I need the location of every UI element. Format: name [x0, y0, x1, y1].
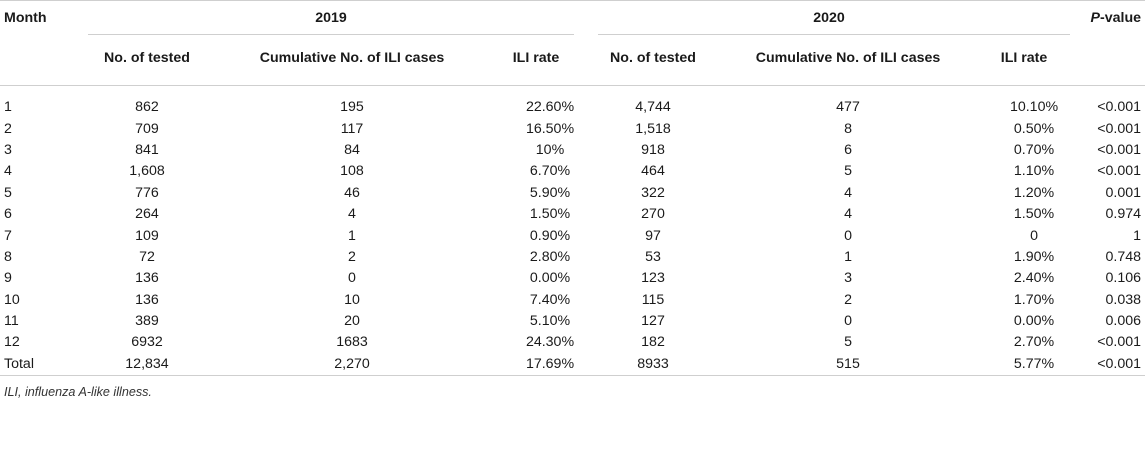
cell-c19: 84 — [344, 141, 360, 158]
cell-t20: 97 — [645, 227, 661, 244]
cell-t19: 109 — [135, 227, 159, 244]
cell-r19: 0.90% — [529, 227, 571, 244]
cell-p: 0.974 — [1105, 206, 1142, 223]
table-row — [0, 332, 1145, 353]
cell-t19: 841 — [135, 141, 159, 158]
cell-c19: 2 — [348, 248, 356, 265]
cell-c19: 4 — [348, 206, 356, 223]
header-spacer-pvalue — [1074, 35, 1145, 85]
cell-c20: 1 — [844, 248, 852, 265]
cell-r19: 1.50% — [529, 206, 571, 223]
cell-t20: 1,518 — [635, 120, 671, 137]
table-row — [0, 289, 1145, 310]
cell-c19: 1683 — [336, 334, 368, 351]
cell-c20: 3 — [844, 270, 852, 287]
header-pvalue-italic: P — [1090, 10, 1101, 26]
cell-t19: 136 — [135, 291, 159, 308]
cell-p: 0.038 — [1105, 291, 1142, 308]
cell-r20: 10.10% — [1009, 99, 1059, 116]
cell-t19: 709 — [135, 120, 159, 137]
cell-c19: 20 — [344, 313, 360, 330]
footnote: ILI, influenza A-like illness. — [4, 384, 152, 399]
cell-r20: 2.70% — [1013, 334, 1055, 351]
cell-r19: 2.80% — [529, 248, 571, 265]
table-body — [0, 85, 1145, 375]
header-month: Month — [0, 1, 78, 36]
cell-month: 5 — [4, 184, 12, 201]
cell-p: 0.006 — [1105, 313, 1142, 330]
cell-r19: 0.00% — [529, 270, 571, 287]
cell-c20: 5 — [844, 163, 852, 180]
cell-month: 2 — [4, 120, 12, 137]
cell-p: <0.001 — [1097, 334, 1142, 351]
cell-p: <0.001 — [1097, 163, 1142, 180]
cell-p: <0.001 — [1074, 353, 1145, 375]
cell-r20: 0.50% — [1013, 120, 1055, 137]
header-year-2019 — [78, 1, 584, 36]
cell-c20: 2 — [844, 291, 852, 308]
cell-t20: 464 — [641, 163, 665, 180]
cell-c20: 0 — [844, 313, 852, 330]
cell-c19: 117 — [340, 120, 364, 137]
cell-t19: 1,608 — [129, 163, 165, 180]
cell-c19: 195 — [340, 99, 364, 116]
header-year-2020 — [584, 1, 1074, 36]
cell-t20: 8933 — [584, 353, 722, 375]
cell-p: 1 — [1133, 227, 1142, 244]
cell-month: 8 — [4, 248, 12, 265]
cell-t19: 264 — [135, 206, 159, 223]
table-row — [0, 246, 1145, 267]
cell-r20: 0.00% — [1013, 313, 1055, 330]
header-row-years — [0, 1, 1145, 36]
cell-c20: 6 — [844, 141, 852, 158]
cell-r20: 1.50% — [1013, 206, 1055, 223]
cell-c20: 4 — [844, 206, 852, 223]
cell-month: 11 — [4, 313, 19, 330]
cell-c19: 108 — [340, 163, 364, 180]
cell-month: 9 — [4, 270, 12, 287]
header-spacer-month — [0, 35, 78, 85]
cell-t19: 12,834 — [78, 353, 216, 375]
table-row — [0, 203, 1145, 224]
table-row — [0, 225, 1145, 246]
cell-r19: 5.10% — [529, 313, 571, 330]
header-pvalue — [1074, 1, 1145, 36]
cell-c19: 10 — [344, 291, 360, 308]
header-2019-rate: ILI rate — [488, 35, 584, 85]
table-row — [0, 139, 1145, 160]
table-row — [0, 268, 1145, 289]
cell-c20: 0 — [844, 227, 852, 244]
header-2019-tested: No. of tested — [78, 35, 216, 85]
cell-c19: 46 — [344, 184, 360, 201]
cell-r20: 5.77% — [974, 353, 1074, 375]
table-row — [0, 353, 1145, 375]
cell-p: 0.748 — [1105, 248, 1142, 265]
cell-c20: 5 — [844, 334, 852, 351]
cell-r19: 5.90% — [529, 184, 571, 201]
cell-r19: 16.50% — [525, 120, 575, 137]
table-row — [0, 310, 1145, 331]
cell-t19: 136 — [135, 270, 159, 287]
cell-p: <0.001 — [1097, 120, 1142, 137]
cell-r19: 17.69% — [488, 353, 584, 375]
cell-r20: 2.40% — [1013, 270, 1055, 287]
header-year-2019-label: 2019 — [315, 10, 347, 26]
cell-r20: 1.90% — [1013, 248, 1055, 265]
cell-month: 1 — [4, 99, 12, 116]
header-2020-rate: ILI rate — [974, 35, 1074, 85]
cell-r19: 22.60% — [525, 99, 575, 116]
cell-month: 4 — [4, 163, 12, 180]
cell-t20: 53 — [645, 248, 661, 265]
cell-c19: 2,270 — [216, 353, 488, 375]
header-2020-tested: No. of tested — [584, 35, 722, 85]
cell-t20: 127 — [641, 313, 665, 330]
cell-t20: 123 — [641, 270, 665, 287]
cell-r20: 1.10% — [1013, 163, 1055, 180]
header-year-2020-label: 2020 — [813, 10, 845, 26]
cell-c20: 477 — [836, 99, 860, 116]
cell-r20: 1.70% — [1013, 291, 1055, 308]
cell-c19: 0 — [348, 270, 356, 287]
cell-r19: 6.70% — [529, 163, 571, 180]
cell-t20: 182 — [641, 334, 665, 351]
cell-c20: 4 — [844, 184, 852, 201]
cell-month: 12 — [4, 334, 20, 351]
header-pvalue-rest: -value — [1100, 10, 1142, 26]
cell-t20: 4,744 — [635, 99, 671, 116]
header-row-columns — [0, 35, 1145, 85]
cell-t19: 72 — [139, 248, 155, 265]
cell-c19: 1 — [348, 227, 356, 244]
cell-t19: 776 — [135, 184, 159, 201]
cell-t20: 322 — [641, 184, 665, 201]
cell-t20: 918 — [641, 141, 665, 158]
cell-month: Total — [0, 353, 78, 375]
cell-p: <0.001 — [1097, 141, 1142, 158]
cell-p: 0.001 — [1105, 184, 1142, 201]
table-row — [0, 118, 1145, 139]
cell-p: <0.001 — [1097, 99, 1142, 116]
cell-t19: 862 — [135, 99, 159, 116]
cell-p: 0.106 — [1105, 270, 1142, 287]
cell-r20: 0 — [1030, 227, 1038, 244]
table-row — [0, 161, 1145, 182]
cell-t20: 270 — [641, 206, 665, 223]
header-2020-cumulative: Cumulative No. of ILI cases — [722, 35, 974, 85]
table-row — [0, 85, 1145, 118]
cell-month: 7 — [4, 227, 12, 244]
cell-c20: 8 — [844, 120, 852, 137]
cell-c20: 515 — [722, 353, 974, 375]
cell-month: 10 — [4, 291, 20, 308]
header-2019-cumulative: Cumulative No. of ILI cases — [216, 35, 488, 85]
cell-month: 6 — [4, 206, 12, 223]
table-row — [0, 182, 1145, 203]
cell-r20: 0.70% — [1013, 141, 1055, 158]
cell-t20: 115 — [641, 291, 665, 308]
cell-t19: 389 — [135, 313, 159, 330]
cell-t19: 6932 — [131, 334, 163, 351]
cell-r19: 10% — [535, 141, 565, 158]
cell-month: 3 — [4, 141, 12, 158]
cell-r19: 7.40% — [529, 291, 571, 308]
cell-r19: 24.30% — [525, 334, 575, 351]
cell-r20: 1.20% — [1013, 184, 1055, 201]
